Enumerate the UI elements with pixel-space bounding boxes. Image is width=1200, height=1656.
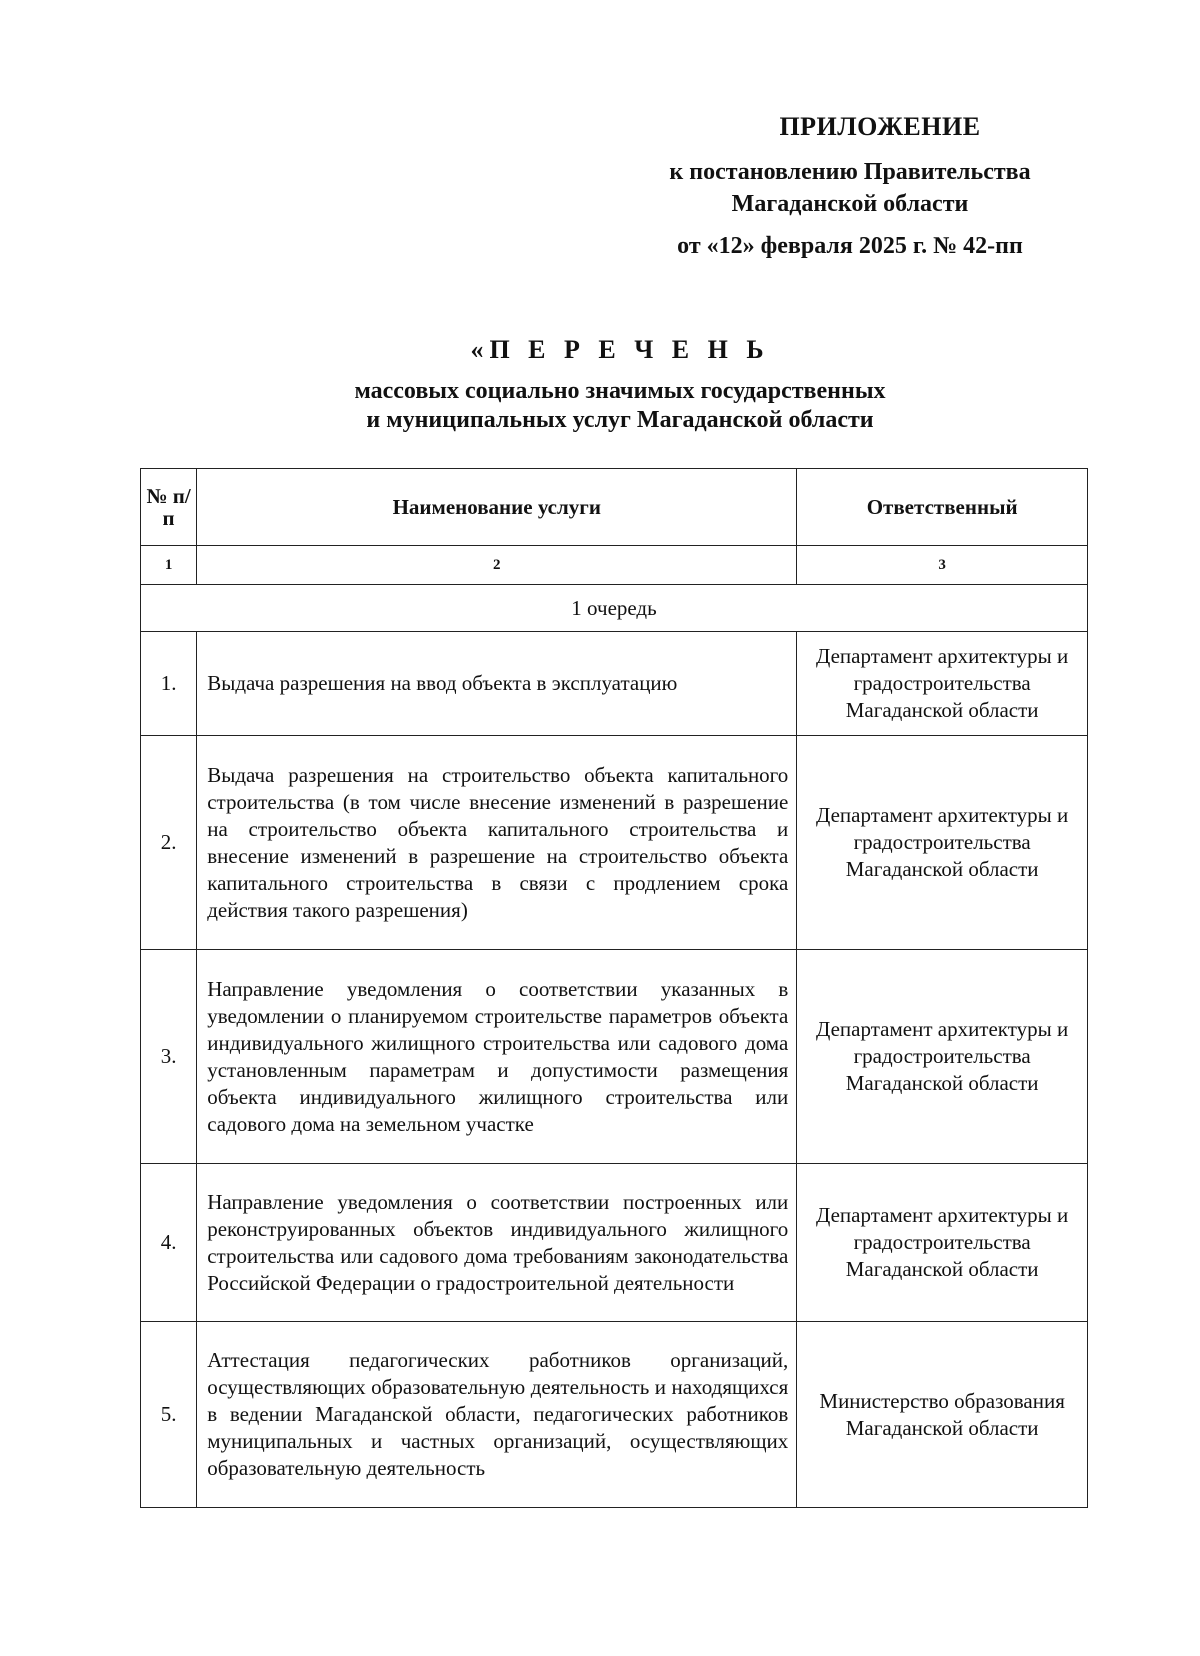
column-index-3: 3 [797,546,1088,585]
row-responsible: Департамент архитектуры и градостроительства Магаданской области [797,736,1088,950]
row-responsible: Департамент архитектуры и градостроительства Магаданской области [797,1164,1088,1322]
column-index-1: 1 [141,546,197,585]
annex-header [600,112,1100,262]
table-row [141,950,1088,1164]
queue-row [141,585,1088,632]
row-service-name: Выдача разрешения на ввод объекта в эксплуатацию [197,632,797,736]
row-responsible: Министерство образования Магаданской области [797,1322,1088,1508]
table-row [141,1164,1088,1322]
annex-line-1: к постановлению Правительства [669,159,1031,185]
header-name: Наименование услуги [197,469,797,546]
header-num: № п/п [141,469,197,546]
row-num: 5. [141,1322,197,1508]
column-index-2: 2 [197,546,797,585]
table-row [141,736,1088,950]
row-num: 2. [141,736,197,950]
row-service-name: Направление уведомления о соответствии построенных или реконструированных объектов индивидуального жилищного строительства или садового дома требованиям законодательства Российской Федерации о градостроительной деятельности [197,1164,797,1322]
list-heading: «П Е Р Е Ч Е Н Ь [470,335,770,364]
header-responsible: Ответственный [797,469,1088,546]
table-header-row [141,469,1088,546]
table-row [141,632,1088,736]
row-service-name: Выдача разрешения на строительство объекта капитального строительства (в том числе внесение изменений в разрешение на строительство объекта капитального строительства и внесение изменений в разрешение на строительство объекта капитального строительства в связи с продлением срока действия такого разрешения) [197,736,797,950]
row-responsible: Департамент архитектуры и градостроительства Магаданской области [797,632,1088,736]
row-num: 4. [141,1164,197,1322]
services-table [140,468,1088,1508]
list-subtitle-line-1: массовых социально значимых государственных [354,378,886,404]
annex-line-2: Магаданской области [731,191,969,217]
table-row [141,1322,1088,1508]
row-num: 1. [141,632,197,736]
list-subtitle-line-2: и муниципальных услуг Магаданской области [366,407,874,433]
row-service-name: Аттестация педагогических работников организаций, осуществляющих образовательную деятельность и находящихся в ведении Магаданской области, педагогических работников муниципальных и частных организаций, осуществляющих образовательную деятельность [197,1322,797,1508]
row-num: 3. [141,950,197,1164]
column-index-row [141,546,1088,585]
queue-label: 1 очередь [141,585,1088,632]
annex-title: ПРИЛОЖЕНИЕ [779,112,981,141]
row-service-name: Направление уведомления о соответствии указанных в уведомлении о планируемом строительстве параметров объекта индивидуального жилищного строительства или садового дома установленным параметрам и допустимости размещения объекта индивидуального жилищного строительства или садового дома на земельном участке [197,950,797,1164]
row-responsible: Департамент архитектуры и градостроительства Магаданской области [797,950,1088,1164]
annex-date: от «12» февраля 2025 г. № 42-пп [677,233,1023,259]
list-title [300,335,940,435]
